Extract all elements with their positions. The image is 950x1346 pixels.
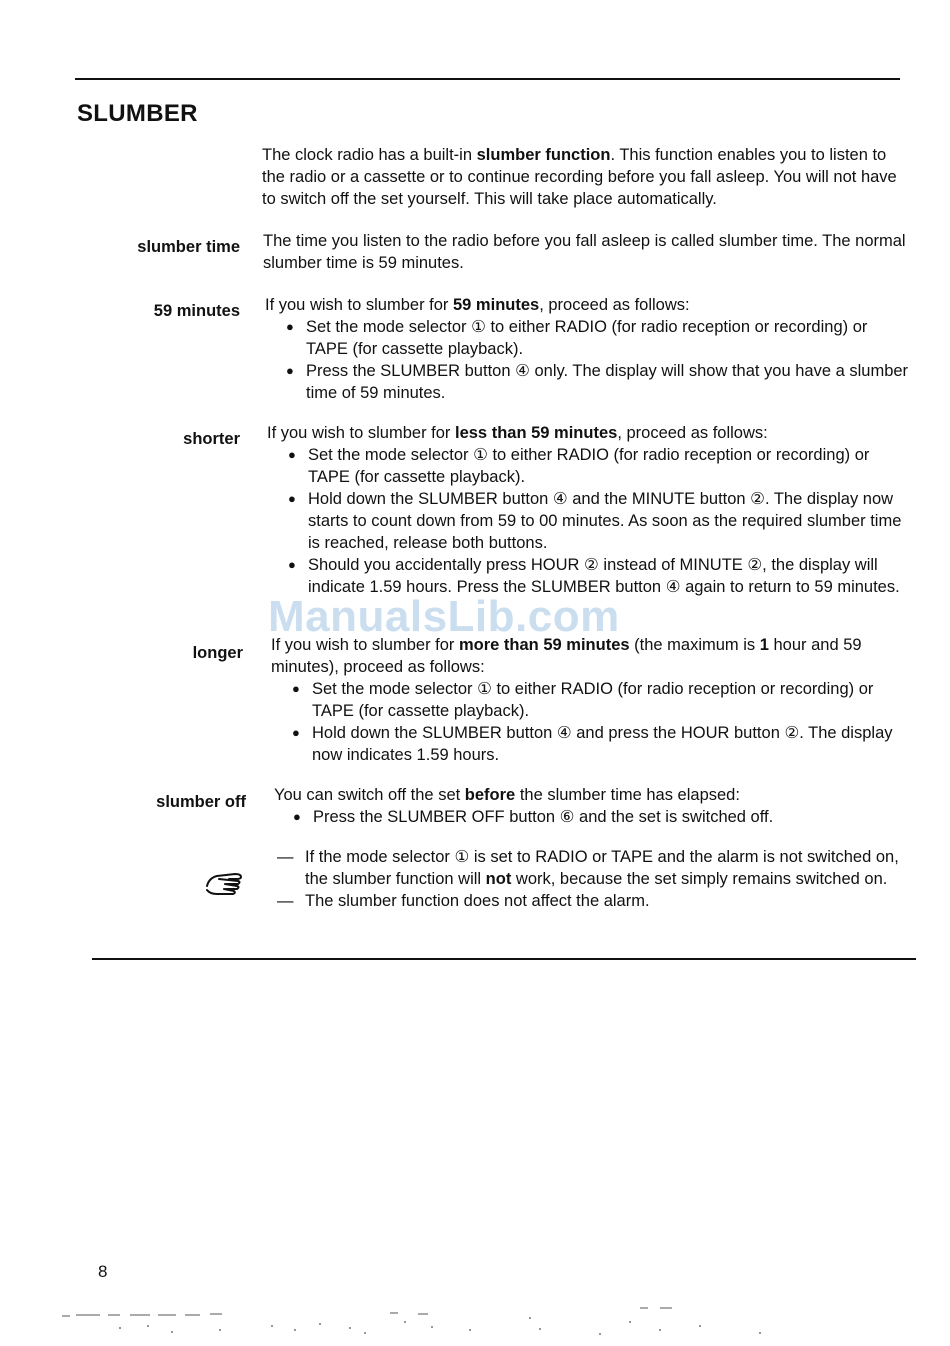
note-item: — The slumber function does not affect the alarm. bbox=[277, 890, 915, 912]
lead-text-end: hour and 59 minutes), proceed as follows: bbox=[271, 636, 862, 676]
section-59-minutes bbox=[265, 294, 910, 404]
lead-text: If you wish to slumber for bbox=[265, 296, 453, 314]
scan-artifacts bbox=[60, 1300, 780, 1340]
notes-list bbox=[277, 846, 915, 912]
bullet-item: ● Set the mode selector ① to either RADIO (for radio reception or recording) or TAPE (for cassette playback). bbox=[288, 444, 912, 488]
label-slumber-time: slumber time bbox=[137, 238, 240, 256]
top-rule bbox=[75, 78, 900, 80]
pointing-hand-icon bbox=[205, 866, 247, 896]
section-lead bbox=[271, 634, 916, 678]
note-item bbox=[277, 846, 915, 890]
lead-text-end: , proceed as follows: bbox=[539, 296, 690, 314]
note-bold: not bbox=[485, 870, 512, 888]
lead-text: If you wish to slumber for bbox=[267, 424, 455, 442]
lead-bold: more than 59 minutes bbox=[459, 636, 630, 654]
note-text-end: work, because the set simply remains switched on. bbox=[511, 870, 888, 888]
section-lead bbox=[274, 784, 919, 806]
page-number: 8 bbox=[98, 1262, 108, 1281]
bullet-item: ● Hold down the SLUMBER button ④ and the MINUTE button ②. The display now starts to count down from 59 to 00 minutes. As soon as the required slumber time is reached, release both buttons. bbox=[288, 488, 912, 554]
bullet-list bbox=[267, 444, 912, 598]
section-lead bbox=[267, 422, 912, 444]
bullet-list bbox=[274, 806, 919, 828]
lead-text-mid: (the maximum is bbox=[629, 636, 760, 654]
lead-bold-2: 1 bbox=[759, 636, 769, 654]
bullet-item: ● Press the SLUMBER button ④ only. The display will show that you have a slumber time of 59 minutes. bbox=[286, 360, 910, 404]
lead-text: You can switch off the set bbox=[274, 786, 465, 804]
label-59-minutes: 59 minutes bbox=[153, 302, 240, 320]
slumber-time-text: The time you listen to the radio before you fall asleep is called slumber time. The normal slumber time is 59 minutes. bbox=[263, 232, 906, 272]
bottom-rule bbox=[92, 958, 916, 960]
lead-text: If you wish to slumber for bbox=[271, 636, 459, 654]
label-shorter: shorter bbox=[183, 430, 240, 448]
label-longer: longer bbox=[192, 644, 243, 662]
label-slumber-off: slumber off bbox=[156, 793, 246, 811]
lead-bold: less than 59 minutes bbox=[455, 424, 618, 442]
bullet-list bbox=[271, 678, 916, 766]
lead-bold: before bbox=[464, 786, 516, 804]
intro-text-end: . This function enables you to listen to the radio or a cassette or to continue recording before you fall asleep. You will not have to switch off the set yourself. This will take place automatically. bbox=[262, 146, 897, 208]
watermark: ManualsLib.com bbox=[268, 592, 620, 641]
section-slumber-off bbox=[274, 784, 919, 828]
lead-text-end: the slumber time has elapsed: bbox=[515, 786, 740, 804]
section-lead bbox=[265, 294, 910, 316]
section-longer bbox=[271, 634, 916, 766]
bullet-item: ● Set the mode selector ① to either RADIO (for radio reception or recording) or TAPE (for cassette playback). bbox=[292, 678, 916, 722]
dash-list bbox=[277, 846, 915, 912]
lead-text-end: , proceed as follows: bbox=[617, 424, 768, 442]
bullet-item: ● Set the mode selector ① to either RADIO (for radio reception or recording) or TAPE (for cassette playback). bbox=[286, 316, 910, 360]
intro-text-start: The clock radio has a built-in bbox=[262, 146, 477, 164]
bullet-list bbox=[265, 316, 910, 404]
intro-paragraph bbox=[262, 144, 907, 210]
lead-bold: 59 minutes bbox=[453, 296, 540, 314]
page-title: SLUMBER bbox=[77, 100, 198, 127]
section-shorter bbox=[267, 422, 912, 598]
bullet-item: ● Hold down the SLUMBER button ④ and press the HOUR button ②. The display now indicates 1.59 hours. bbox=[292, 722, 916, 766]
bullet-item: ● Press the SLUMBER OFF button ⑥ and the set is switched off. bbox=[293, 806, 919, 828]
note-text: If the mode selector ① is set to RADIO or TAPE and the alarm is not switched on, the slumber function will bbox=[305, 848, 899, 888]
intro-bold: slumber function bbox=[476, 146, 611, 164]
bullet-item: ● Should you accidentally press HOUR ② instead of MINUTE ②, the display will indicate 1.59 hours. Press the SLUMBER button ④ again to return to 59 minutes. bbox=[288, 554, 912, 598]
